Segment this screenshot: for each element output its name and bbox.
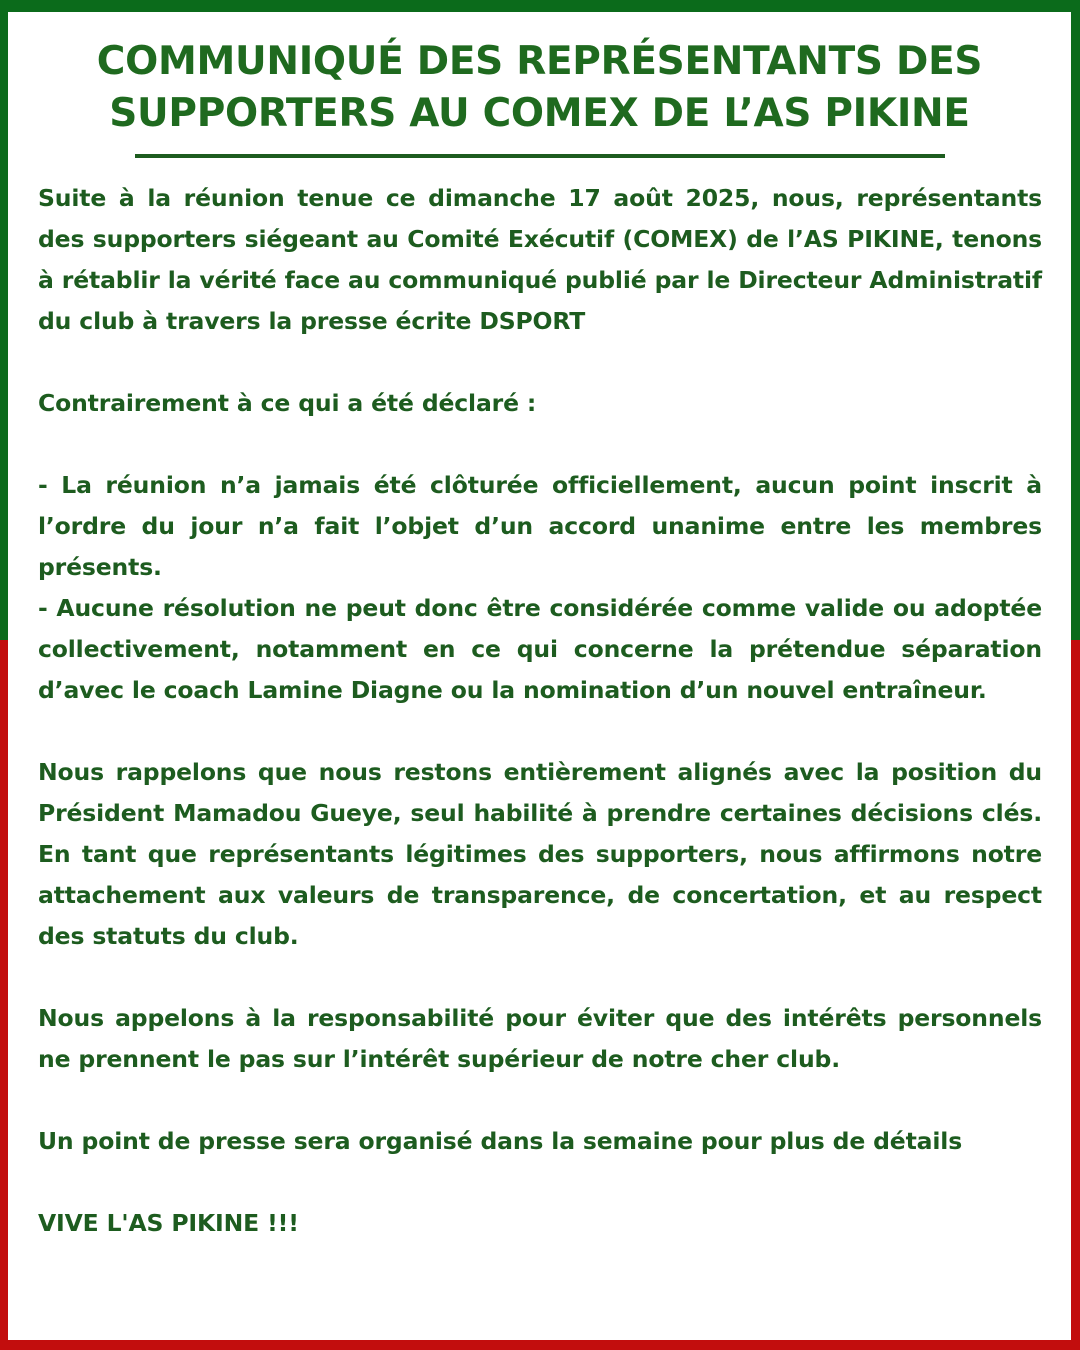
title-line-1: COMMUNIQUÉ DES REPRÉSENTANTS DES bbox=[96, 39, 983, 84]
spacer bbox=[38, 1080, 1042, 1121]
intro-paragraph: Suite à la réunion tenue ce dimanche 17 août 2025, nous, représentants des supporters siégeant au Comité Exécutif (COMEX) de l’AS PIKINE, tenons à rétablir la vérité face au communiqué publié par le Directeur Administratif du club à travers la presse écrite DSPORT bbox=[38, 184, 1042, 335]
spacer bbox=[38, 424, 1042, 465]
content-panel bbox=[8, 12, 1071, 1340]
communique-body bbox=[38, 178, 1042, 1244]
page-title bbox=[8, 36, 1071, 140]
title-divider bbox=[135, 154, 945, 158]
spacer bbox=[38, 1162, 1042, 1203]
spacer bbox=[38, 711, 1042, 752]
point-1: - La réunion n’a jamais été clôturée officiellement, aucun point inscrit à l’ordre du jour n’a fait l’objet d’un accord unanime entre les membres présents. bbox=[38, 471, 1042, 581]
contrary-heading: Contrairement à ce qui a été déclaré : bbox=[38, 389, 537, 417]
alignment-paragraph: Nous rappelons que nous restons entièrement alignés avec la position du Président Mamadou Gueye, seul habilité à prendre certaines décisions clés. En tant que représentants légitimes des supporters, nous affirmons notre attachement aux valeurs de transparence, de concertation, et au respect des statuts du club. bbox=[38, 758, 1042, 950]
press-paragraph: Un point de presse sera organisé dans la semaine pour plus de détails bbox=[38, 1127, 963, 1155]
title-line-2: SUPPORTERS AU COMEX DE L’AS PIKINE bbox=[109, 91, 970, 136]
spacer bbox=[38, 342, 1042, 383]
closing-line: VIVE L'AS PIKINE !!! bbox=[38, 1209, 299, 1237]
point-2: - Aucune résolution ne peut donc être considérée comme valide ou adoptée collectivement, notamment en ce qui concerne la prétendue séparation d’avec le coach Lamine Diagne ou la nomination d’un nouvel entraîneur. bbox=[38, 594, 1042, 704]
appeal-paragraph: Nous appelons à la responsabilité pour éviter que des intérêts personnels ne prennent le pas sur l’intérêt supérieur de notre cher club. bbox=[38, 1004, 1042, 1073]
spacer bbox=[38, 957, 1042, 998]
